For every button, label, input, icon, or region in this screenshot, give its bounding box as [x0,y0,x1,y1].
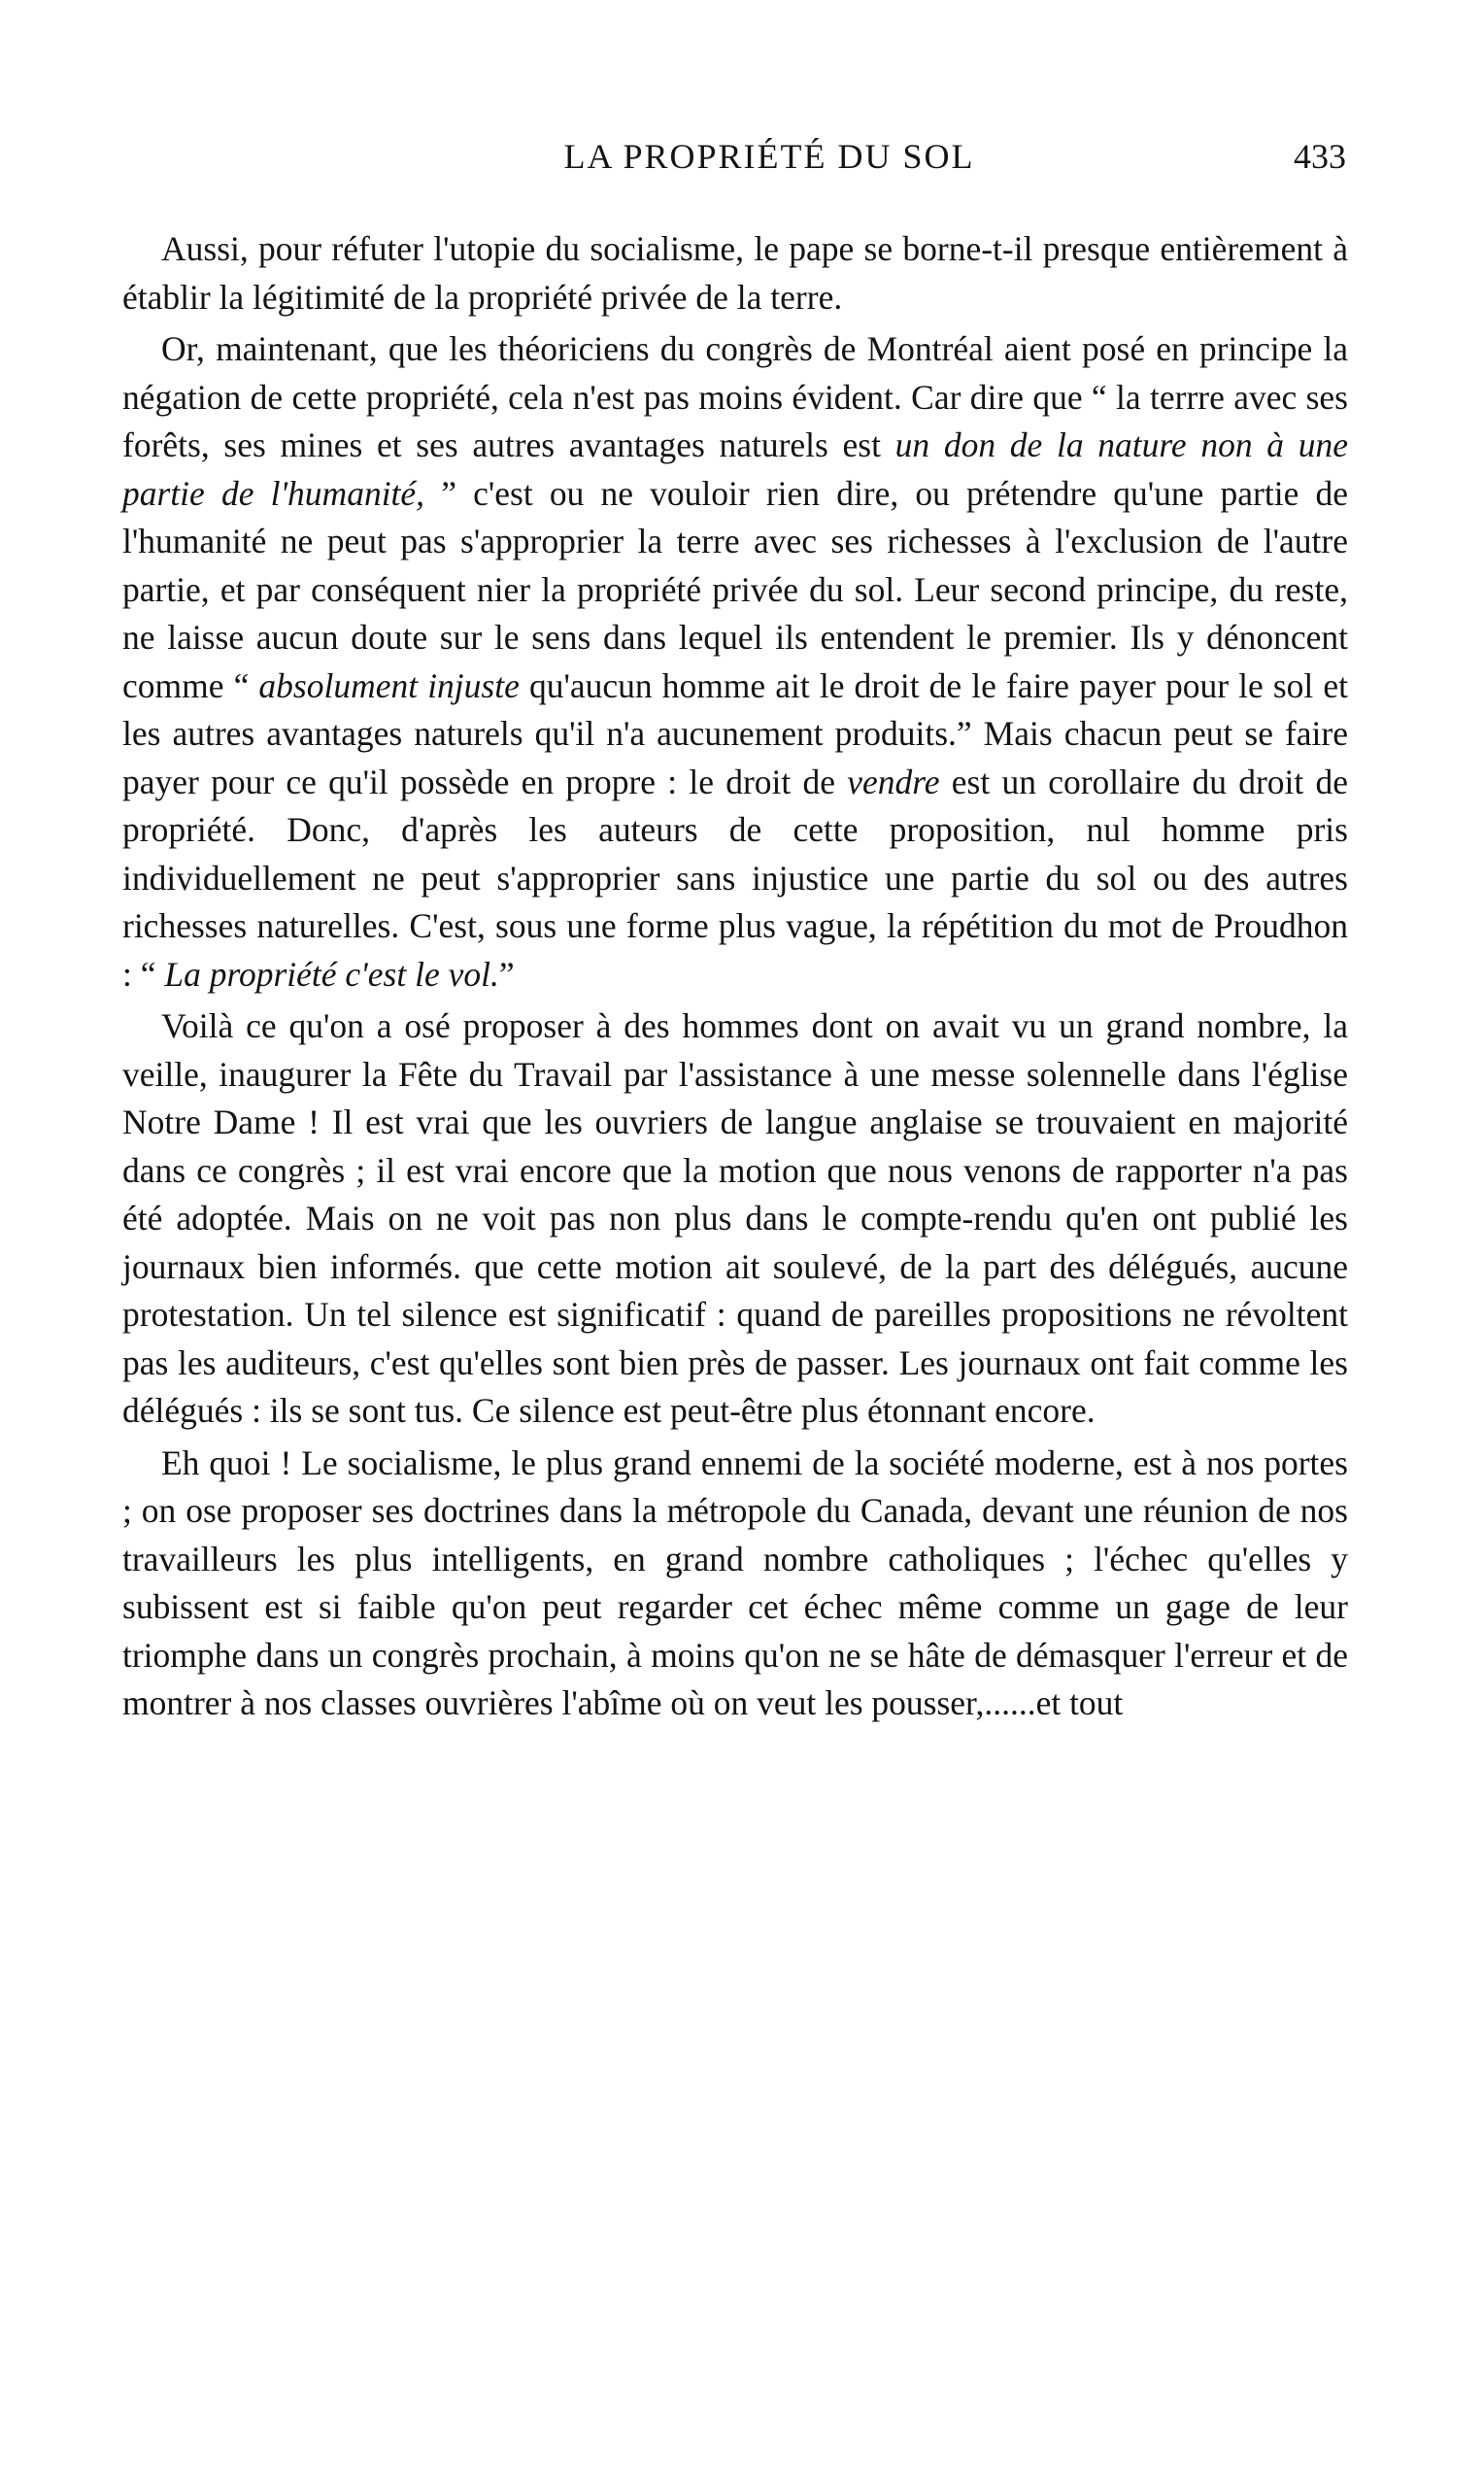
page-number: 433 [1294,137,1346,176]
paragraph-2 [122,325,1348,999]
italic-segment: un don de la nature non à une partie de l'humanité, [122,425,1348,513]
paragraph-3 [122,1002,1348,1436]
text-segment: Aussi, pour réfuter l'utopie du socialisme, le pape se borne-t-il presque entièrement à établir la légitimité de la propriété privée de la terre. [122,229,1348,317]
italic-segment: vendre [847,762,940,801]
paragraph-4 [122,1440,1348,1728]
italic-segment: absolument injuste [258,665,520,705]
body-text [122,225,1348,1728]
italic-segment: La propriété c'est le vol. [164,954,499,994]
text-segment: Eh quoi ! Le socialisme, le plus grand ennemi de la société moderne, est à nos portes ; on ose proposer ses doctrines dans la métropole du Canada, devant une réunion de nos travailleurs les plus intelligents, en grand nombre catholiques ; l'échec qu'elles y subissent est si faible qu'on peut regarder cet échec même comme un gage de leur triomphe dans un congrès prochain, à moins qu'on ne se hâte de démasquer l'erreur et de montrer à nos classes ouvrières l'abîme où on veut les pousser,......et tout [122,1442,1348,1722]
text-segment: qu'aucun homme ait le droit de le faire payer pour le sol et les autres avantages naturels qu'il n'a aucunement produits.” Mais chacun peut se faire payer pour ce qu'il possède en propre : le droit de [122,665,1348,801]
running-head [163,136,1346,194]
text-segment: ” c'est ou ne vouloir rien dire, ou prétendre qu'une partie de l'humanité ne peut pas s'approprier la terre avec ses richesses à l'exclusion de l'autre partie, et par conséquent nier la propriété privée du sol. Leur second principe, du reste, ne laisse aucun doute sur le sens dans lequel ils entendent le premier. Ils y dénoncent comme “ [122,473,1348,705]
text-segment: Voilà ce qu'on a osé proposer à des hommes dont on avait vu un grand nombre, la veille, inaugurer la Fête du Travail par l'assistance à une messe solennelle dans l'église Notre Dame ! Il est vrai que les ouvriers de langue anglaise se trouvaient en majorité dans ce congrès ; il est vrai encore que la motion que nous venons de rapporter n'a pas été adoptée. Mais on ne voit pas non plus dans le compte-rendu qu'en ont publié les journaux bien informés. que cette motion ait soulevé, de la part des délégués, aucune protestation. Un tel silence est significatif : quand de pareilles propositions ne révoltent pas les auditeurs, c'est qu'elles sont bien près de passer. Les journaux ont fait comme les délégués : ils se sont tus. Ce silence est peut-être plus étonnant encore. [122,1006,1348,1430]
text-segment: est un corollaire du droit de propriété. Donc, d'après les auteurs de cette proposition, nul homme pris individuellement ne peut s'approprier sans injustice une partie du sol ou des autres richesses naturelles. C'est, sous une forme plus vague, la répétition du mot de Proudhon : “ [122,762,1348,994]
text-segment: ” [498,954,515,994]
text-segment: Or, maintenant, que les théoriciens du congrès de Montréal aient posé en principe la négation de cette propriété, cela n'est pas moins évident. Car dire que “ la terrre avec ses forêts, ses mines et ses autres avantages naturels est [122,329,1348,464]
running-title: LA PROPRIÉTÉ DU SOL [563,137,975,176]
paragraph-1 [122,225,1348,322]
